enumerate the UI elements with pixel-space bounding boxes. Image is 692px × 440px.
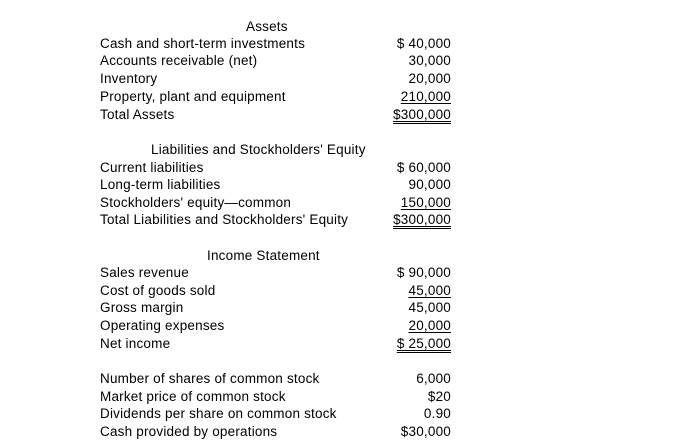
cash-from-operations-value: $30,000 (400, 424, 451, 439)
income-statement-heading: Income Statement (207, 248, 320, 263)
cost-of-goods-sold-value: 45,000 (408, 283, 451, 298)
sales-revenue-label: Sales revenue (100, 265, 189, 280)
total-assets-value: $300,000 (393, 107, 451, 122)
inventory-label: Inventory (100, 71, 158, 86)
net-income-value: $ 25,000 (396, 336, 451, 351)
assets-heading: Assets (246, 19, 288, 34)
ppe-value: 210,000 (400, 89, 451, 104)
total-liabilities-equity-label: Total Liabilities and Stockholders' Equity (100, 212, 349, 227)
stockholders-equity-label: Stockholders' equity—common (100, 195, 292, 210)
gross-margin-label: Gross margin (100, 300, 184, 315)
total-assets-label: Total Assets (100, 107, 175, 122)
operating-expenses-label: Operating expenses (100, 318, 225, 333)
accounts-receivable-label: Accounts receivable (net) (100, 53, 258, 68)
ppe-label: Property, plant and equipment (100, 89, 286, 104)
long-term-liabilities-label: Long-term liabilities (100, 177, 221, 192)
accounts-receivable-value: 30,000 (408, 53, 451, 68)
total-liabilities-equity-value: $300,000 (393, 212, 451, 227)
operating-expenses-value: 20,000 (408, 318, 451, 333)
current-liabilities-value: $ 60,000 (396, 160, 451, 175)
current-liabilities-label: Current liabilities (100, 160, 204, 175)
cash-value: $ 40,000 (396, 36, 451, 51)
inventory-value: 20,000 (408, 71, 451, 86)
liabilities-heading: Liabilities and Stockholders' Equity (151, 142, 366, 157)
market-price-label: Market price of common stock (100, 389, 286, 404)
shares-common-stock-value: 6,000 (416, 371, 451, 386)
cost-of-goods-sold-label: Cost of goods sold (100, 283, 216, 298)
dividends-per-share-value: 0.90 (423, 406, 451, 421)
market-price-value: $20 (427, 389, 451, 404)
net-income-label: Net income (100, 336, 171, 351)
dividends-per-share-label: Dividends per share on common stock (100, 406, 337, 421)
cash-from-operations-label: Cash provided by operations (100, 424, 278, 439)
stockholders-equity-value: 150,000 (400, 195, 451, 210)
shares-common-stock-label: Number of shares of common stock (100, 371, 320, 386)
sales-revenue-value: $ 90,000 (396, 265, 451, 280)
long-term-liabilities-value: 90,000 (408, 177, 451, 192)
gross-margin-value: 45,000 (408, 300, 451, 315)
cash-label: Cash and short-term investments (100, 36, 306, 51)
